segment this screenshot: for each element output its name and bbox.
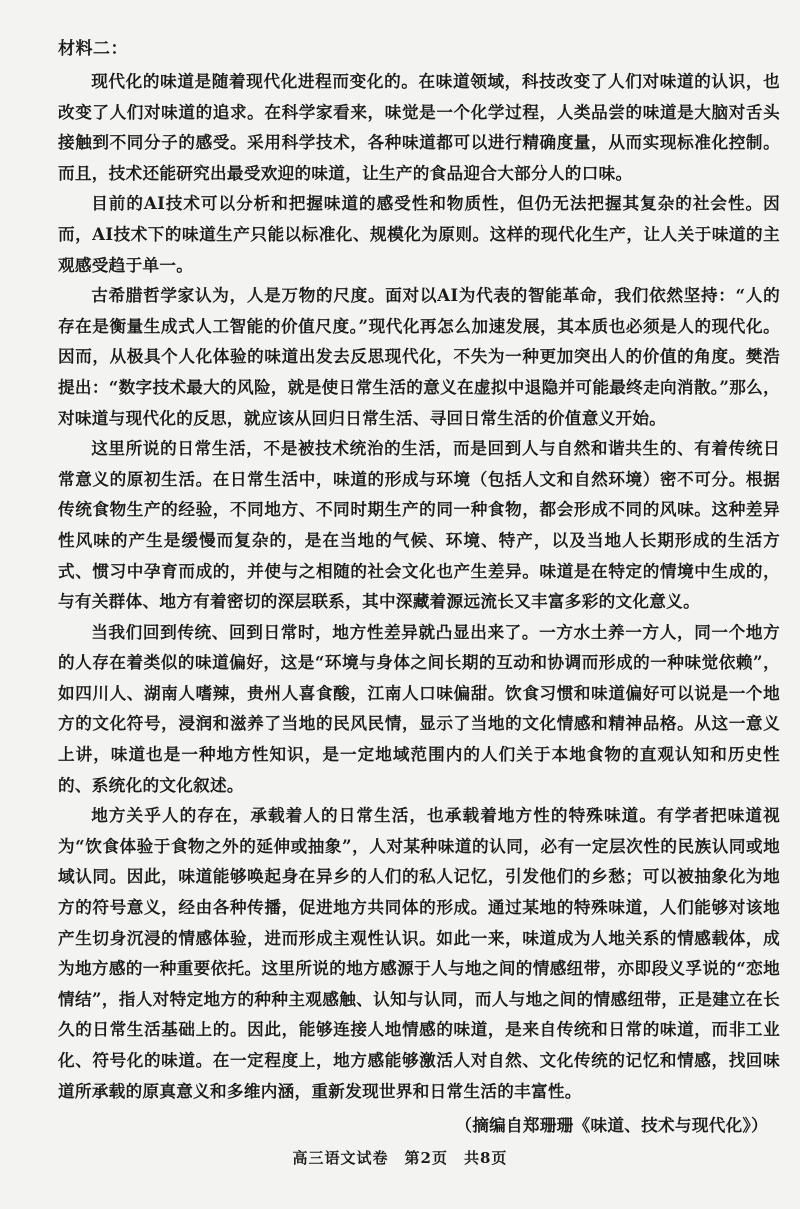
paragraph-6: 地方关乎人的存在，承载着人的日常生活，也承载着地方性的特殊味道。有学者把味道视为“饮食体验于食物之外的延伸或抽象”，人对某种味道的认同，必有一定层次性的民族认同或地域认同。因此，味道能够唤起身在异乡的人们的私人记忆，引发他们的乡愁；可以被抽象化为地方的符号意义，经由各种传播，促进地方共同体的形成。通过某地的特殊味道，人们能够对该地产生切身沉浸的情感体验，进而形成主观性认识。如此一来，味道成为人地关系的情感载体，成为地方感的一种重要依托。这里所说的地方感源于人与地之间的情感纽带，亦即段义孚说的“恋地情结”，指人对特定地方的种种主观感触、认知与认同，而人与地之间的情感纽带，正是建立在长久的日常生活基础上的。因此，能够连接人地情感的味道，是来自传统和日常的味道，而非工业化、符号化的味道。在一定程度上，地方感能够激活人对自然、文化传统的记忆和情感，找回味道所承载的原真意义和多维内涵，重新发现世界和日常生活的丰富性。: [58, 805, 780, 1101]
paragraph-1: 现代化的味道是随着现代化进程而变化的。在味道领域，科技改变了人们对味道的认识，也改变了人们对味道的追求。在科学家看来，味觉是一个化学过程，人类品尝的味道是大脑对舌头接触到不同分子的感受。采用科学技术，各种味道都可以进行精确度量，从而实现标准化控制。而且，技术还能研究出最受欢迎的味道，让生产的食品迎合大部分人的口味。: [58, 71, 780, 183]
paragraph-2: 目前的AI技术可以分析和把握味道的感受性和物质性，但仍无法把握其复杂的社会性。因而，AI技术下的味道生产只能以标准化、规模化为原则。这样的现代化生产，让人关于味道的主观感受趋于单一。: [58, 193, 780, 275]
paragraph-5: 当我们回到传统、回到日常时，地方性差异就凸显出来了。一方水土养一方人，同一个地方的人存在着类似的味道偏好，这是“环境与身体之间长期的互动和协调而形成的一种味觉依赖”，如四川人、湖南人嗜辣，贵州人喜食酸，江南人口味偏甜。饮食习惯和味道偏好可以说是一个地方的文化符号，浸润和滋养了当地的民风民情，显示了当地的文化情感和精神品格。从这一意义上讲，味道也是一种地方性知识，是一定地域范围内的人们关于本地食物的直观认知和历史性的、系统化的文化叙述。: [58, 621, 780, 795]
paragraph-3: 古希腊哲学家认为，人是万物的尺度。面对以AI为代表的智能革命，我们依然坚持：“人的存在是衡量生成式人工智能的价值尺度。”现代化再怎么加速发展，其本质也必须是人的现代化。因而，从极具个人化体验的味道出发去反思现代化，不失为一种更加突出人的价值的角度。樊浩提出：“数字技术最大的风险，就是使日常生活的意义在虚拟中退隐并可能最终走向消散。”那么，对味道与现代化的反思，就应该从回归日常生活、寻回日常生活的价值意义开始。: [58, 285, 780, 428]
article-body: [58, 34, 780, 1140]
material-heading: 材料二：: [58, 39, 128, 59]
source-citation: （摘编自郑珊珊《味道、技术与现代化》）: [455, 1115, 768, 1136]
paragraph-4: 这里所说的日常生活，不是被技术统治的生活，而是回到人与自然和谐共生的、有着传统日常意义的原初生活。在日常生活中，味道的形成与环境（包括人文和自然环境）密不可分。根据传统食物生产的经验，不同地方、不同时期生产的同一种食物，都会形成不同的风味。这种差异性风味的产生是缓慢而复杂的，是在当地的气候、环境、特产，以及当地人长期形成的生活方式、惯习中孕育而成的，并使与之相随的社会文化也产生差异。味道是在特定的情境中生成的，与有关群体、地方有着密切的深层联系，其中深藏着源远流长又丰富多彩的文化意义。: [58, 438, 780, 612]
page-footer: 高三语文试卷 第2页 共8页: [292, 1149, 508, 1167]
